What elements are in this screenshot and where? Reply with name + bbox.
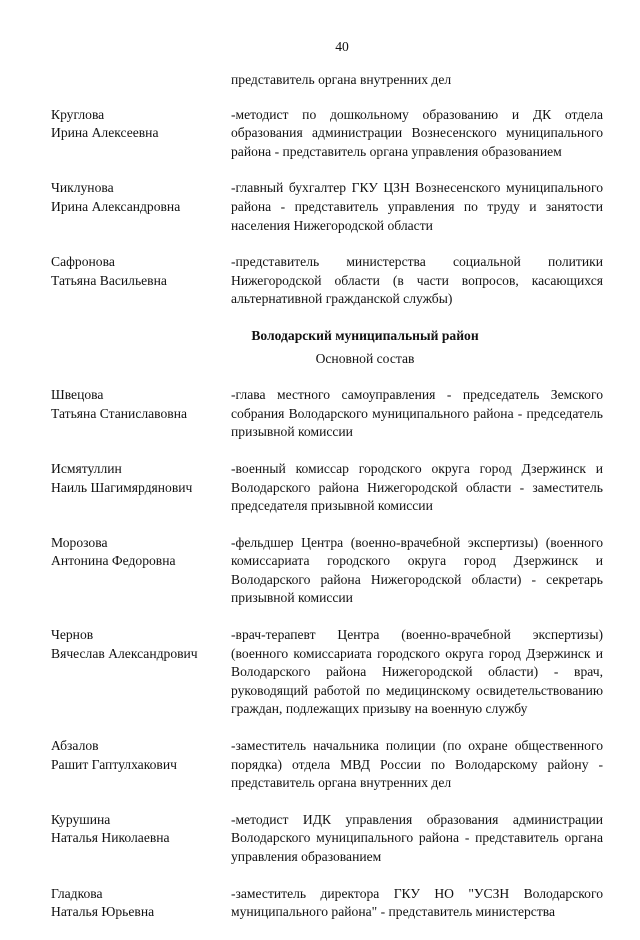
list-item	[51, 626, 603, 719]
list-item	[51, 386, 603, 442]
section-title: Володарский муниципальный район	[251, 327, 479, 343]
person-name	[51, 179, 231, 235]
list-item	[51, 885, 603, 922]
list-item	[51, 460, 603, 516]
last-name: Швецова	[51, 387, 104, 403]
role-description: представитель органа внутренних дел	[231, 72, 452, 87]
person-name	[51, 811, 231, 867]
first-names: Татьяна Васильевна	[51, 272, 167, 288]
last-name: Абзалов	[51, 738, 99, 754]
role-description: -главный бухгалтер ГКУ ЦЗН Вознесенского муниципального района - представитель управления по труду и занятости населения Нижегородской области	[231, 180, 603, 233]
first-names: Наталья Николаевна	[51, 830, 170, 846]
role-description: -методист ИДК управления образования администрации Володарского муниципального района - представитель органа управления образованием	[231, 811, 603, 864]
person-name	[51, 106, 231, 162]
person-name	[51, 534, 231, 608]
role-description: -военный комиссар городского округа город Дзержинск и Володарского района Нижегородской области - заместитель председателя призывной комиссии	[231, 460, 603, 514]
role-description: -врач-терапевт Центра (военно-врачебной экспертизы) (военного комиссариата городского округа город Дзержинск и Володарского района Нижегородской области) - врач, руководящий работой по медицинскому освидетельствованию граждан, подлежащих призыву на военную службу	[231, 627, 603, 717]
last-name: Исмятуллин	[51, 460, 122, 476]
list-item	[51, 534, 603, 608]
person-name	[51, 460, 231, 516]
list-item-continuation	[51, 71, 603, 90]
list-item	[51, 253, 603, 309]
last-name: Гладкова	[51, 885, 103, 901]
person-name	[51, 386, 231, 442]
last-name: Чиклунова	[51, 180, 114, 196]
last-name: Чернов	[51, 627, 94, 643]
person-name	[51, 737, 231, 793]
last-name: Морозова	[51, 534, 108, 550]
first-names: Вячеслав Александрович	[51, 645, 198, 661]
last-name: Сафронова	[51, 254, 115, 270]
list-item	[51, 106, 603, 162]
first-names: Татьяна Станиславовна	[51, 405, 188, 421]
page-number: 40	[335, 39, 349, 54]
person-name	[51, 253, 231, 309]
first-names: Наиль Шагимярдянович	[51, 479, 193, 495]
person-name	[51, 885, 231, 922]
role-description: -представитель министерства социальной политики Нижегородской области (в части вопросов, касающихся альтернативной гражданской службы)	[231, 254, 603, 307]
subsection-title: Основной состав	[315, 350, 415, 366]
first-names: Ирина Алексеевна	[51, 125, 159, 141]
list-item	[51, 737, 603, 793]
role-description: -заместитель начальника полиции (по охране общественного порядка) отдела МВД России по Володарскому району - представитель органа внутренних дел	[231, 738, 603, 791]
first-names: Ирина Александровна	[51, 198, 181, 214]
person-name-empty	[51, 71, 231, 90]
first-names: Наталья Юрьевна	[51, 904, 155, 920]
role-description: -заместитель директора ГКУ НО "УСЗН Володарского муниципального района" - представитель министерства	[231, 885, 603, 920]
last-name: Курушина	[51, 811, 111, 827]
first-names: Рашит Гаптулхакович	[51, 756, 177, 772]
list-item	[51, 179, 603, 235]
person-name	[51, 626, 231, 719]
list-item	[51, 811, 603, 867]
last-name: Круглова	[51, 106, 105, 122]
role-description: -глава местного самоуправления - председатель Земского собрания Володарского муниципального района - председатель призывной комиссии	[231, 387, 603, 440]
document-body	[51, 71, 603, 940]
role-description: -методист по дошкольному образованию и ДК отдела образования администрации Вознесенского муниципального района - представитель органа управления образованием	[231, 106, 603, 159]
first-names: Антонина Федоровна	[51, 553, 176, 569]
role-description: -фельдшер Центра (военно-врачебной экспертизы) (военного комиссариата городского округа город Дзержинск и Володарского района Нижегородской области) - секретарь призывной комиссии	[231, 534, 603, 606]
